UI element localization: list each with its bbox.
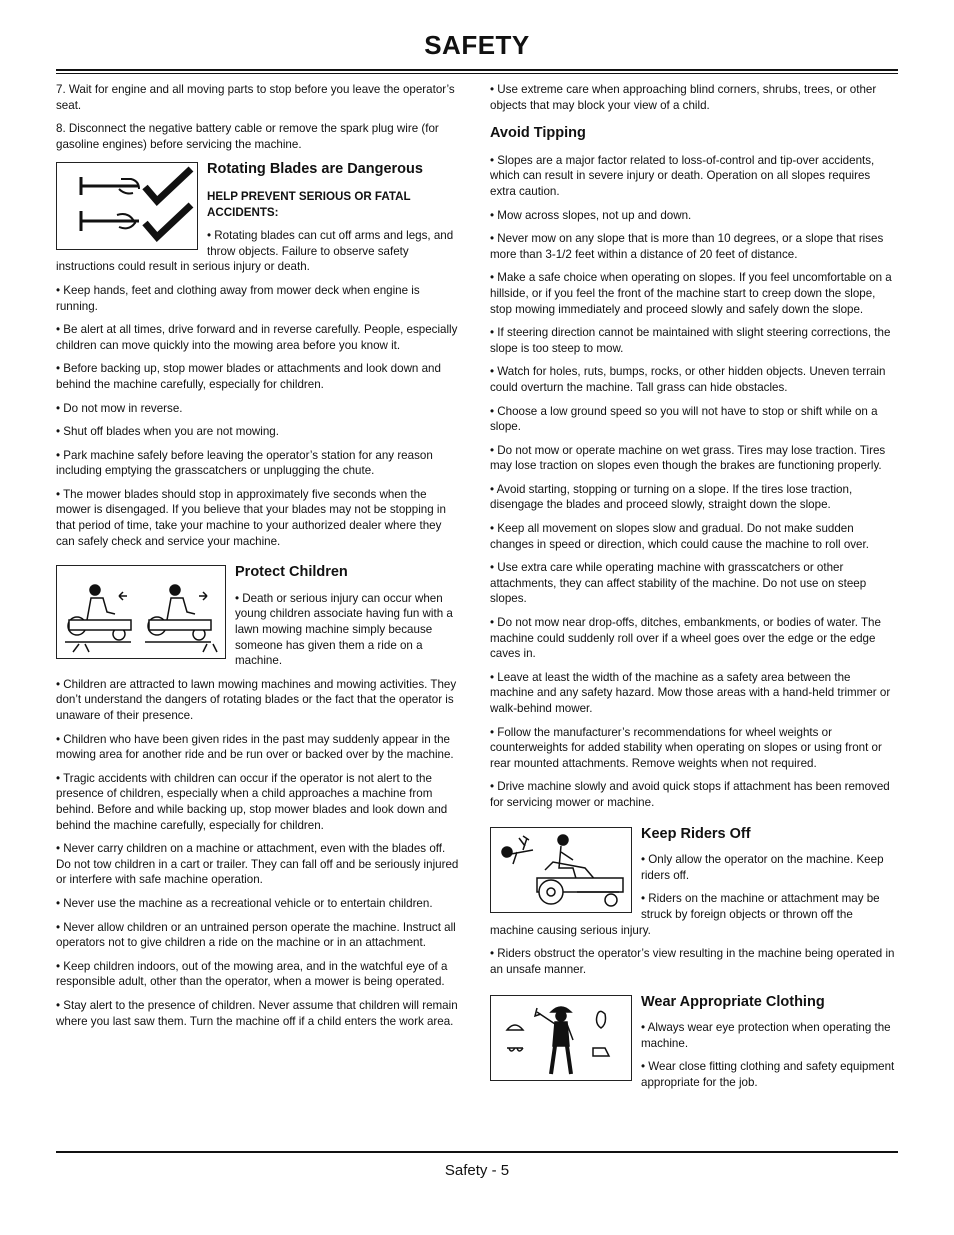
paragraph: • Shut off blades when you are not mowing. bbox=[56, 425, 279, 439]
paragraph: • Tragic accidents with children can occur if the operator is not alert to the presence of children, especially when a child approaches a machine from behind. Before and while backing up, stop mower blades and look down and behind the machine carefully, especially for children. bbox=[56, 771, 448, 832]
warning-text: HELP PREVENT SERIOUS OR FATAL ACCIDENTS: bbox=[207, 189, 411, 219]
section-heading: Rotating Blades are Dangerous bbox=[207, 161, 423, 178]
paragraph: • Use extra care while operating machine with grasscatchers or other attachments, they can affect stability of the machine. Do not use on steep slopes. bbox=[490, 561, 867, 606]
paragraph: • Before backing up, stop mower blades or attachments and look down and behind the machine carefully, especially for children. bbox=[56, 362, 441, 391]
paragraph: • Mow across slopes, not up and down. bbox=[490, 208, 692, 222]
paragraph: • Do not mow or operate machine on wet grass. Tires may lose traction. Tires may lose traction on slopes even though the brakes are functioning properly. bbox=[490, 443, 886, 473]
paragraph: • Watch for holes, ruts, bumps, rocks, or other hidden objects. Uneven terrain could overturn the machine. Tall grass can hide obstacles. bbox=[490, 365, 886, 394]
section-protect-children bbox=[56, 565, 463, 1029]
section-rotating-blades bbox=[56, 162, 463, 549]
paragraph: • Wear close fitting clothing and safety equipment appropriate for the job. bbox=[641, 1060, 895, 1089]
section-keep-riders-off bbox=[490, 827, 897, 978]
paragraph: • Never mow on any slope that is more than 10 degrees, or a slope that rises more than 3-1/2 feet within a distance of 20 feet of distance. bbox=[490, 232, 884, 261]
paragraph: 7. Wait for engine and all moving parts to stop before you leave the operator’s seat. bbox=[56, 83, 455, 112]
paragraph: • Make a safe choice when operating on slopes. If you feel uncomfortable on a hillside, or if you feel the front of the machine start to creep down the slope, stop mowing immediately and proceed slowly and safely down the slope. bbox=[490, 271, 892, 316]
paragraph: • Rotating blades can cut off arms and legs, and throw objects. Failure to observe safety instructions could result in serious injury or death. bbox=[56, 229, 454, 274]
rotating-blades-icon bbox=[56, 162, 198, 250]
paragraph: • Avoid starting, stopping or turning on a slope. If the tires lose traction, disengage the blades and proceed slowly, straight down the slope. bbox=[490, 482, 853, 512]
right-column bbox=[490, 82, 897, 1098]
paragraph: • Park machine safely before leaving the operator’s station for any reason including emptying the grasscatchers or unplugging the chute. bbox=[56, 448, 433, 478]
paragraph: • Riders obstruct the operator’s view resulting in the machine being operated in an unsafe manner. bbox=[490, 947, 895, 976]
header-rule bbox=[56, 69, 898, 71]
paragraph: • Never use the machine as a recreational vehicle or to entertain children. bbox=[56, 896, 433, 910]
page-number: Safety - 5 bbox=[444, 1162, 510, 1179]
paragraph: • Death or serious injury can occur when young children associate having fun with a lawn mowing machine simply because someone has given them a ride on a machine. bbox=[235, 591, 453, 668]
paragraph: • Use extreme care when approaching blind corners, shrubs, trees, or other objects that may block your view of a child. bbox=[490, 83, 877, 112]
paragraph: • Children who have been given rides in the past may suddenly appear in the mowing area for another ride and be run over or backed over by the machine. bbox=[56, 732, 454, 762]
section-heading: Keep Riders Off bbox=[641, 825, 751, 842]
paragraph: • The mower blades should stop in approximately five seconds when the mower is disengaged. If you believe that your blades may not be stopping in that period of time, take your machine to your authorized dealer where they can safely check and service your machine. bbox=[56, 487, 446, 548]
paragraph: • Follow the manufacturer’s recommendations for wheel weights or counterweights for added stability when operating on slopes or using front or rear mounted attachments. Remove weights when not required. bbox=[490, 725, 882, 770]
paragraph: • Riders on the machine or attachment may be struck by foreign objects or thrown off the machine causing serious injury. bbox=[490, 892, 880, 937]
protective-clothing-icon bbox=[490, 995, 632, 1081]
left-column bbox=[56, 82, 463, 1037]
paragraph: • Leave at least the width of the machine as a safety area between the machine and any safety hazard. Mow those areas with a hand-held trimmer or walk-behind mower. bbox=[490, 670, 891, 715]
paragraph: • If steering direction cannot be maintained with slight steering corrections, the slope is too steep to mow. bbox=[490, 326, 891, 355]
header-rule-thin bbox=[56, 73, 898, 74]
paragraph: • Choose a low ground speed so you will not have to stop or shift while on a slope. bbox=[490, 404, 878, 434]
footer-rule bbox=[56, 1151, 898, 1153]
paragraph: • Keep all movement on slopes slow and gradual. Do not make sudden changes in speed or direction, which could cause the machine to roll over. bbox=[490, 522, 869, 551]
children-mower-icon bbox=[56, 565, 226, 659]
paragraph: • Do not mow near drop-offs, ditches, embankments, or bodies of water. The machine could suddenly roll over if a wheel goes over the edge or the edge caves in. bbox=[490, 616, 881, 661]
paragraph: • Do not mow in reverse. bbox=[56, 401, 183, 415]
paragraph: 8. Disconnect the negative battery cable or remove the spark plug wire (for gasoline engines) before servicing the machine. bbox=[56, 122, 439, 151]
paragraph: • Drive machine slowly and avoid quick stops if attachment has been removed for servicing mower or machine. bbox=[490, 780, 890, 809]
paragraph: • Keep hands, feet and clothing away from mower deck when engine is running. bbox=[56, 283, 420, 313]
paragraph: • Stay alert to the presence of children. Never assume that children will remain where you last saw them. Turn the machine off if a child enters the work area. bbox=[56, 998, 458, 1028]
no-riders-icon bbox=[490, 827, 632, 913]
section-heading: Avoid Tipping bbox=[490, 125, 586, 142]
section-avoid-tipping bbox=[490, 126, 897, 810]
section-heading: Protect Children bbox=[235, 564, 348, 581]
page-title: SAFETY bbox=[424, 30, 530, 60]
paragraph: • Always wear eye protection when operating the machine. bbox=[641, 1020, 891, 1050]
section-wear-clothing bbox=[490, 995, 897, 1098]
paragraph: • Children are attracted to lawn mowing machines and mowing activities. They don’t understand the dangers of rotating blades or the fact that the operator is unaware of their presence. bbox=[56, 677, 457, 722]
section-heading: Wear Appropriate Clothing bbox=[641, 994, 825, 1011]
paragraph: • Only allow the operator on the machine. Keep riders off. bbox=[641, 853, 884, 882]
paragraph: • Be alert at all times, drive forward and in reverse carefully. People, especially children can move quickly into the mowing area before you know it. bbox=[56, 323, 458, 352]
paragraph: • Keep children indoors, out of the mowing area, and in the watchful eye of a responsible adult, other than the operator, when a mower is being operated. bbox=[56, 959, 448, 989]
paragraph: • Never carry children on a machine or attachment, even with the blades off. Do not tow children in a cart or trailer. They can fall off and be seriously injured or interfere with safe machine operation. bbox=[56, 842, 459, 887]
paragraph: • Slopes are a major factor related to loss-of-control and tip-over accidents, which can result in severe injury or death. Operation on all slopes requires extra caution. bbox=[490, 153, 875, 198]
paragraph: • Never allow children or an untrained person operate the machine. Instruct all operators not to give children a ride on the machine or in an attachment. bbox=[56, 920, 456, 950]
